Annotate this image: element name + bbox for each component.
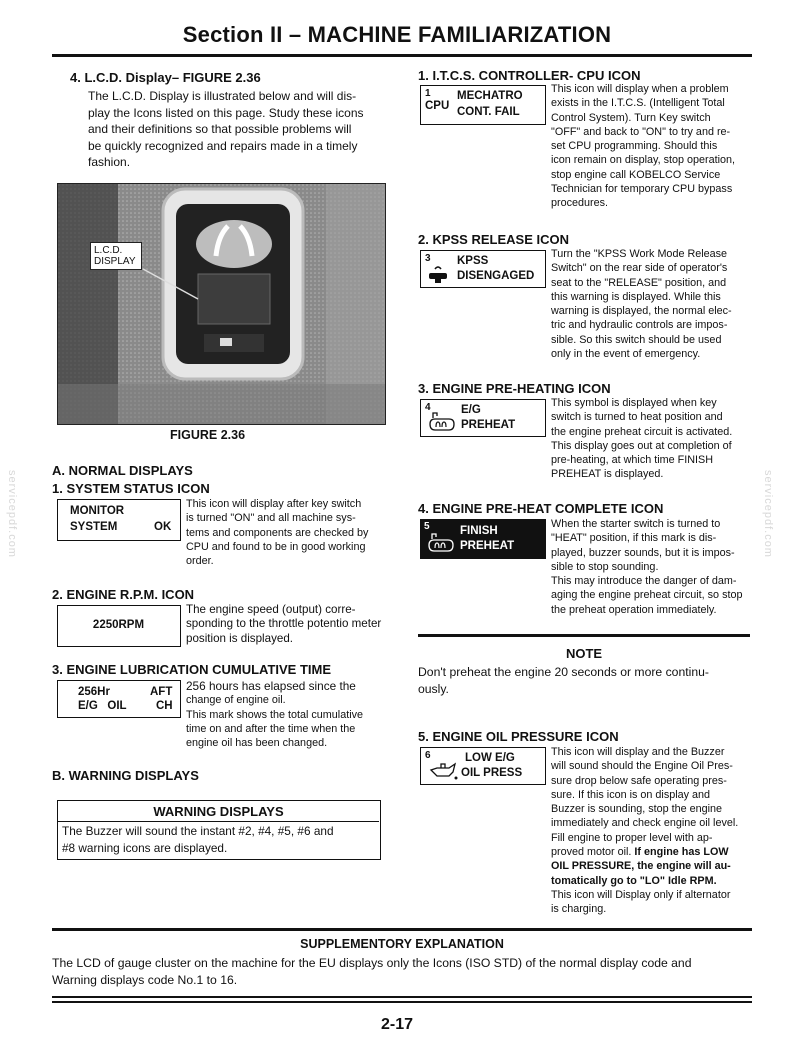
icon-text: PREHEAT — [460, 540, 515, 552]
preheat-heading: 3. ENGINE PRE-HEATING ICON — [418, 381, 611, 396]
desc-line: sible. So this switch should be used — [551, 333, 722, 346]
oil-pressure-heading: 5. ENGINE OIL PRESSURE ICON — [418, 729, 619, 744]
icon-text: CONT. FAIL — [457, 106, 520, 118]
warning-displays-box — [57, 800, 381, 860]
desc-line: This icon will Display only if alternator — [551, 888, 731, 901]
itcs-heading: 1. I.T.C.S. CONTROLLER- CPU ICON — [418, 68, 641, 83]
desc-line: Switch" on the rear side of operator's — [551, 262, 728, 275]
oil-pressure-icon-box — [420, 747, 546, 785]
icon-text: MECHATRO — [457, 90, 523, 102]
desc-line: "OFF" and back to "ON" to try and re- — [551, 125, 731, 138]
preheat-description — [551, 396, 751, 482]
desc-line: the engine preheat circuit is activated. — [551, 425, 733, 438]
supplement-title: SUPPLEMENTORY EXPLANATION — [300, 937, 504, 951]
glow-plug-icon — [427, 410, 457, 434]
desc-bold-line: tomatically go to "LO" Idle RPM. — [551, 874, 717, 887]
desc-line: this warning is displayed. While this — [551, 290, 721, 303]
desc-line: This icon will display and the Buzzer — [551, 746, 725, 758]
desc-line: This icon will display when a problem — [551, 83, 729, 95]
preheat-complete-description — [551, 517, 751, 617]
desc-line: 256 hours has elapsed since the — [186, 679, 356, 693]
desc-line: Technician for temporary CPU bypass — [551, 183, 733, 196]
lcd-heading: 4. L.C.D. Display– FIGURE 2.36 — [70, 70, 261, 85]
desc-line: tric and hydraulic controls are impos- — [551, 319, 728, 332]
desc-line: only in the event of emergency. — [551, 348, 701, 361]
lube-icon-box — [57, 680, 181, 718]
itcs-icon-box — [420, 85, 546, 125]
desc-line: immediately and check engine oil level. — [551, 817, 739, 830]
icon-text: 256Hr — [78, 686, 110, 698]
icon-text: E/G OIL — [78, 700, 127, 712]
footer-rule-2 — [52, 1001, 752, 1003]
icon-number: 3 — [425, 253, 431, 264]
icon-text: KPSS — [457, 255, 489, 267]
gauge-cluster-illustration — [58, 184, 385, 424]
desc-line: aging the engine preheat circuit, so stop — [551, 589, 743, 602]
lube-heading: 3. ENGINE LUBRICATION CUMULATIVE TIME — [52, 662, 332, 677]
warning-box-text — [62, 823, 378, 856]
icon-text: MONITOR — [70, 505, 125, 517]
system-status-icon-box — [57, 499, 181, 541]
warning-box-divider — [58, 821, 379, 822]
itcs-description — [551, 82, 751, 211]
footer-rule-1 — [52, 996, 752, 998]
desc-line: will sound should the Engine Oil Pres- — [551, 760, 733, 773]
note-title: NOTE — [565, 646, 603, 661]
desc-line: the preheat operation immediately. — [551, 603, 717, 616]
lube-description — [186, 679, 386, 750]
oil-can-icon — [427, 758, 459, 782]
page-number: 2-17 — [380, 1016, 414, 1033]
note-line: Don't preheat the engine 20 seconds or more continu- — [418, 665, 709, 679]
lcd-line: fashion. — [88, 155, 131, 169]
rpm-icon-box — [57, 605, 181, 647]
icon-text: CH — [156, 700, 173, 712]
desc-line: position is displayed. — [186, 631, 293, 645]
desc-line: "HEAT" position, if this mark is dis- — [551, 532, 717, 545]
glow-plug-icon — [426, 531, 456, 555]
desc-line: warning is displayed, the normal elec- — [551, 305, 732, 318]
icon-text: CPU — [425, 100, 450, 112]
icon-text: SYSTEM — [70, 521, 118, 533]
desc-line: Turn the "KPSS Work Mode Release — [551, 248, 728, 260]
rpm-heading: 2. ENGINE R.P.M. ICON — [52, 587, 195, 602]
desc-line: engine oil has been changed. — [186, 737, 328, 750]
desc-line: This may introduce the danger of dam- — [551, 575, 737, 588]
desc-line: change of engine oil. — [186, 694, 286, 707]
desc-line: Fill engine to proper level with ap- — [551, 831, 713, 844]
lcd-line: and their definitions so that possible problems will — [88, 122, 352, 136]
icon-text: 2250RPM — [92, 619, 145, 631]
desc-line: exists in the I.T.C.S. (Intelligent Total — [551, 97, 725, 110]
watermark-right: servicepdf.com — [762, 470, 774, 558]
kpss-heading: 2. KPSS RELEASE ICON — [418, 232, 569, 247]
note-text — [418, 664, 754, 697]
warning-box-title: WARNING DISPLAYS — [153, 804, 284, 819]
icon-text: FINISH — [460, 525, 498, 537]
note-rule — [418, 634, 750, 637]
desc-line: sponding to the throttle potentio meter — [186, 617, 382, 631]
header-rule — [52, 54, 752, 57]
desc-line: order. — [186, 555, 214, 568]
lcd-line: be quickly recognized and repairs made in a timely — [88, 138, 358, 153]
desc-line: sure drop below safe operating pres- — [551, 774, 727, 787]
desc-line: pre-heating, at which time FINISH — [551, 454, 714, 467]
desc-line: This symbol is displayed when key — [551, 397, 717, 409]
icon-text: OK — [154, 521, 172, 533]
desc-line: sure. If this icon is on display and — [551, 788, 711, 801]
desc-line: tems and components are checked by — [186, 526, 369, 539]
desc-line: Buzzer is sounding, stop the engine — [551, 803, 723, 816]
desc-line: switch is turned to heat position and — [551, 411, 723, 424]
desc-line: is charging. — [551, 903, 607, 916]
desc-line: The engine speed (output) corre- — [186, 603, 356, 616]
note-line: ously. — [418, 681, 449, 696]
desc-line: When the starter switch is turned to — [551, 518, 721, 530]
desc-line: This icon will display after key switch — [186, 498, 362, 510]
icon-number: 1 — [425, 88, 431, 99]
supplement-line: The LCD of gauge cluster on the machine for the EU displays only the Icons (ISO STD) of the normal display code and — [52, 956, 692, 970]
desc-line: CPU and found to be in good working — [186, 540, 366, 553]
rpm-description — [186, 603, 386, 646]
system-status-heading: 1. SYSTEM STATUS ICON — [52, 481, 210, 496]
icon-text: AFT — [150, 686, 173, 698]
lcd-line: The L.C.D. Display is illustrated below and will dis- — [88, 89, 357, 103]
preheat-icon-box — [420, 399, 546, 437]
desc-line: icon remain on display, stop operation, — [551, 154, 736, 167]
supplement-text — [52, 955, 758, 989]
desc-line: played, buzzer sounds, but it is impos- — [551, 546, 735, 559]
desc-line: PREHEAT is displayed. — [551, 468, 664, 481]
warning-line: #8 warning icons are displayed. — [62, 840, 228, 855]
desc-line: set CPU programming. Should this — [551, 140, 718, 153]
desc-line: time on and after the time when the — [186, 722, 356, 735]
preheat-complete-heading: 4. ENGINE PRE-HEAT COMPLETE ICON — [418, 501, 664, 516]
desc-line: procedures. — [551, 197, 609, 210]
normal-displays-heading: A. NORMAL DISPLAYS — [52, 463, 193, 478]
icon-text: E/G — [461, 404, 481, 416]
icon-number: 6 — [425, 750, 431, 761]
oil-pressure-description — [551, 745, 753, 917]
desc-line: sible to stop sounding. — [551, 560, 659, 573]
lcd-line: play the Icons listed on this page. Study these icons — [88, 105, 364, 120]
icon-text: PREHEAT — [461, 419, 516, 431]
desc-line: seat to the "RELEASE" position, and — [551, 276, 727, 289]
system-status-description — [186, 497, 386, 568]
icon-number: 4 — [425, 402, 431, 413]
desc-line: proved motor oil. — [551, 846, 632, 859]
warning-line: The Buzzer will sound the instant #2, #4, #5, #6 and — [62, 824, 334, 838]
supplement-rule-top — [52, 928, 752, 931]
lcd-paragraph — [88, 88, 388, 171]
desc-bold-line: OIL PRESSURE, the engine will au- — [551, 860, 731, 873]
desc-line: This mark shows the total cumulative — [186, 708, 364, 721]
icon-number: 5 — [424, 521, 430, 532]
watermark-left: servicepdf.com — [6, 470, 18, 558]
warning-displays-heading: B. WARNING DISPLAYS — [52, 768, 199, 783]
preheat-complete-icon-box — [420, 519, 546, 559]
icon-text: OIL PRESS — [461, 767, 523, 779]
supplement-line: Warning displays code No.1 to 16. — [52, 973, 238, 987]
desc-line: Control System). Turn Key switch — [551, 111, 711, 124]
figure-callout-label: L.C.D. DISPLAY — [90, 242, 142, 270]
icon-text: LOW E/G — [465, 752, 515, 764]
kpss-description — [551, 247, 751, 361]
lcd-figure-photo — [57, 183, 386, 425]
desc-line: This display goes out at completion of — [551, 439, 732, 452]
desc-line: stop engine call KOBELCO Service — [551, 168, 721, 181]
figure-caption: FIGURE 2.36 — [170, 428, 246, 442]
seat-belt-icon — [427, 265, 449, 285]
desc-line: is turned "ON" and all machine sys- — [186, 512, 356, 525]
page-title: Section II – MACHINE FAMILIARIZATION — [182, 22, 612, 47]
desc-bold-line: If engine has LOW — [634, 846, 729, 859]
icon-text: DISENGAGED — [457, 270, 535, 282]
kpss-icon-box — [420, 250, 546, 288]
